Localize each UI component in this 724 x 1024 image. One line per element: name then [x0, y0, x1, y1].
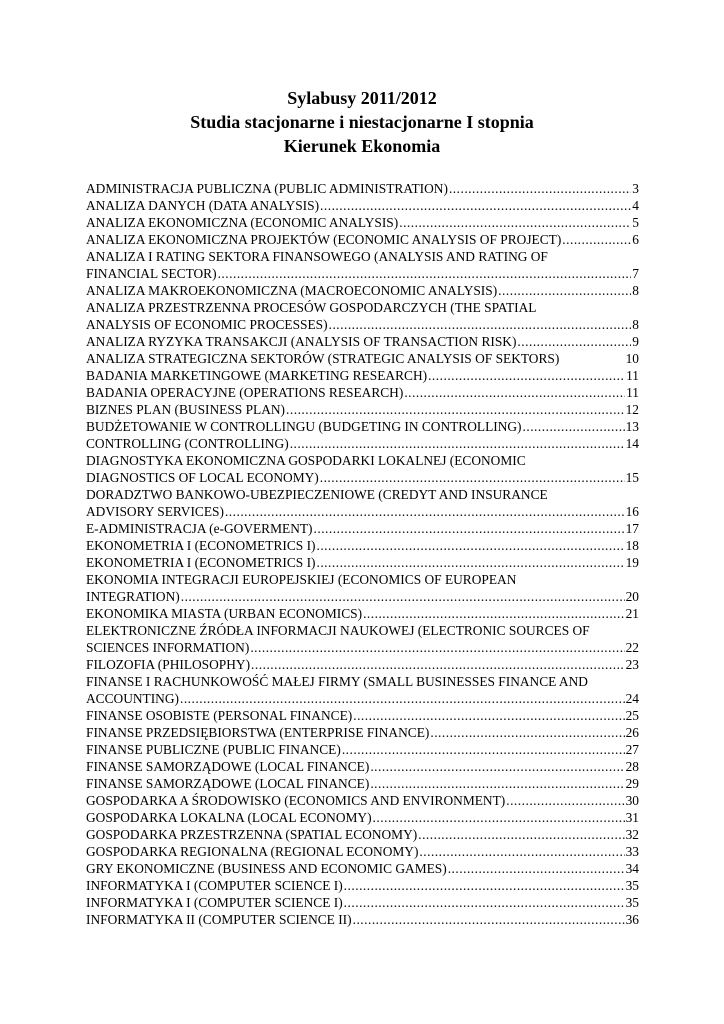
toc-entry-line	[86, 724, 639, 741]
toc-dot-leader	[251, 656, 625, 673]
toc-entry[interactable]	[86, 231, 639, 248]
toc-page-number: 30	[625, 793, 639, 808]
toc-dot-leader	[250, 639, 624, 656]
toc-page-number: 36	[625, 912, 639, 927]
toc-entry-line	[86, 316, 639, 333]
toc-entry-line	[86, 639, 639, 656]
toc-entry-line	[86, 826, 639, 843]
toc-entry-title: BADANIA OPERACYJNE (OPERATIONS RESEARCH)	[86, 385, 404, 400]
toc-entry-line	[86, 758, 639, 775]
toc-entry[interactable]	[86, 180, 639, 197]
toc-entry[interactable]	[86, 248, 639, 282]
toc-entry-title: GOSPODARKA LOKALNA (LOCAL ECONOMY)	[86, 810, 372, 825]
toc-entry-title: EKONOMETRIA I (ECONOMETRICS I)	[86, 555, 316, 570]
toc-entry-title: BIZNES PLAN (BUSINESS PLAN)	[86, 402, 286, 417]
toc-entry-title: ANALIZA DANYCH (DATA ANALYSIS)	[86, 198, 320, 213]
toc-entry-line	[86, 469, 639, 486]
toc-entry-line	[86, 350, 639, 367]
toc-entry[interactable]	[86, 877, 639, 894]
toc-page-number: 11	[626, 368, 639, 383]
toc-dot-leader	[180, 690, 625, 707]
toc-entry-line	[86, 877, 639, 894]
toc-dot-leader	[314, 520, 625, 537]
toc-entry[interactable]	[86, 622, 639, 656]
toc-entry-line	[86, 605, 639, 622]
toc-dot-leader	[344, 894, 625, 911]
toc-entry-title: FINANSE SAMORZĄDOWE (LOCAL FINANCE)	[86, 759, 370, 774]
toc-dot-leader	[329, 316, 632, 333]
toc-page-number: 33	[625, 844, 639, 859]
toc-entry-title: E-ADMINISTRACJA (e-GOVERMENT)	[86, 521, 313, 536]
toc-dot-leader	[353, 707, 624, 724]
toc-entry-title: EKONOMETRIA I (ECONOMETRICS I)	[86, 538, 316, 553]
toc-dot-leader	[523, 418, 625, 435]
toc-dot-leader	[218, 265, 632, 282]
toc-entry-line	[86, 418, 639, 435]
toc-entry-line	[86, 741, 639, 758]
toc-entry-line	[86, 231, 639, 248]
toc-entry-title-first-line: FINANSE I RACHUNKOWOŚĆ MAŁEJ FIRMY (SMALL BUSINESSES FINANCE AND	[86, 674, 588, 689]
toc-page-number: 8	[632, 283, 639, 298]
toc-page-number: 13	[625, 419, 639, 434]
toc-page-number: 15	[625, 470, 639, 485]
toc-entry-title-first-line: ANALIZA PRZESTRZENNA PROCESÓW GOSPODARCZYCH (THE SPATIAL	[86, 300, 537, 315]
toc-dot-leader	[517, 333, 631, 350]
toc-entry-line	[86, 775, 639, 792]
toc-entry-line	[86, 707, 639, 724]
toc-entry-title: SCIENCES INFORMATION)	[86, 640, 250, 655]
toc-entry[interactable]	[86, 401, 639, 418]
toc-page-number: 32	[625, 827, 639, 842]
toc-entry[interactable]	[86, 299, 639, 333]
toc-entry[interactable]	[86, 843, 639, 860]
toc-entry-title: FINANSE PUBLICZNE (PUBLIC FINANCE)	[86, 742, 341, 757]
toc-entry-line	[86, 843, 639, 860]
toc-dot-leader	[448, 860, 625, 877]
toc-entry-title: FINANSE SAMORZĄDOWE (LOCAL FINANCE)	[86, 776, 370, 791]
toc-entry-title: FINANSE OSOBISTE (PERSONAL FINANCE)	[86, 708, 353, 723]
toc-page-number: 25	[625, 708, 639, 723]
toc-entry-line	[86, 520, 639, 537]
toc-page-number: 7	[632, 266, 639, 281]
toc-entry[interactable]	[86, 707, 639, 724]
toc-page-number: 28	[625, 759, 639, 774]
toc-entry-title: CONTROLLING (CONTROLLING)	[86, 436, 289, 451]
toc-entry-line	[86, 384, 639, 401]
toc-entry[interactable]	[86, 197, 639, 214]
toc-dot-leader	[370, 775, 624, 792]
toc-dot-leader	[418, 826, 624, 843]
toc-entry[interactable]	[86, 775, 639, 792]
toc-entry-line	[86, 656, 639, 673]
toc-entry-title: DIAGNOSTICS OF LOCAL ECONOMY)	[86, 470, 319, 485]
toc-entry-line	[86, 265, 639, 282]
toc-entry-title: ANALIZA STRATEGICZNA SEKTORÓW (STRATEGIC ANALYSIS OF SEKTORS)	[86, 351, 560, 366]
toc-entry-title: GOSPODARKA REGIONALNA (REGIONAL ECONOMY)	[86, 844, 419, 859]
toc-entry[interactable]	[86, 809, 639, 826]
toc-page-number: 35	[625, 895, 639, 910]
toc-page-number: 17	[625, 521, 639, 536]
toc-entry-line	[86, 435, 639, 452]
toc-entry-title: FILOZOFIA (PHILOSOPHY)	[86, 657, 251, 672]
toc-dot-leader	[316, 537, 624, 554]
toc-entry-title: ANALYSIS OF ECONOMIC PROCESSES)	[86, 317, 328, 332]
toc-page-number: 35	[625, 878, 639, 893]
toc-dot-leader	[419, 843, 624, 860]
toc-entry-title-first-line: DIAGNOSTYKA EKONOMICZNA GOSPODARKI LOKALNEJ (ECONOMIC	[86, 453, 526, 468]
toc-page-number: 16	[625, 504, 639, 519]
toc-dot-leader	[225, 503, 625, 520]
toc-entry-title-first-line: ANALIZA I RATING SEKTORA FINANSOWEGO (ANALYSIS AND RATING OF	[86, 249, 548, 264]
toc-entry-line	[86, 333, 639, 350]
toc-entry-title: ADMINISTRACJA PUBLICZNA (PUBLIC ADMINISTRATION)	[86, 181, 448, 196]
toc-entry[interactable]	[86, 537, 639, 554]
toc-entry-title: ADVISORY SERVICES)	[86, 504, 224, 519]
toc-entry[interactable]	[86, 435, 639, 452]
toc-page-number: 24	[625, 691, 639, 706]
toc-entry[interactable]	[86, 571, 639, 605]
toc-dot-leader	[506, 792, 624, 809]
toc-entry-line	[86, 792, 639, 809]
toc-entry[interactable]	[86, 418, 639, 435]
toc-entry-line	[86, 690, 639, 707]
toc-dot-leader	[316, 554, 624, 571]
toc-entry-line	[86, 809, 639, 826]
toc-dot-leader	[373, 809, 625, 826]
toc-entry-title: INTEGRATION)	[86, 589, 180, 604]
toc-dot-leader	[449, 180, 631, 197]
toc-entry-line	[86, 214, 639, 231]
toc-page-number: 11	[626, 385, 639, 400]
toc-page-number: 8	[632, 317, 639, 332]
toc-entry-title: GRY EKONOMICZNE (BUSINESS AND ECONOMIC GAMES)	[86, 861, 447, 876]
toc-page-number: 23	[625, 657, 639, 672]
toc-dot-leader	[290, 435, 625, 452]
toc-entry-line	[86, 180, 639, 197]
toc-entry-title: INFORMATYKA II (COMPUTER SCIENCE II)	[86, 912, 352, 927]
toc-entry-line	[86, 537, 639, 554]
toc-entry[interactable]	[86, 741, 639, 758]
toc-entry[interactable]	[86, 282, 639, 299]
toc-dot-leader	[404, 384, 625, 401]
toc-entry[interactable]	[86, 758, 639, 775]
toc-dot-leader	[320, 197, 631, 214]
toc-page-number: 3	[632, 181, 639, 196]
toc-entry-title: BUDŻETOWANIE W CONTROLLINGU (BUDGETING IN CONTROLLING)	[86, 419, 522, 434]
toc-page-number: 27	[625, 742, 639, 757]
toc-entry[interactable]	[86, 350, 639, 367]
toc-dot-leader	[428, 367, 625, 384]
toc-dot-leader	[353, 911, 625, 928]
toc-page-number: 14	[625, 436, 639, 451]
toc-entry[interactable]	[86, 486, 639, 520]
toc-entry-line	[86, 367, 639, 384]
toc-page-number: 21	[625, 606, 639, 621]
toc-entry-title: INFORMATYKA I (COMPUTER SCIENCE I)	[86, 895, 343, 910]
toc-page-number: 31	[625, 810, 639, 825]
toc-entry-title: ANALIZA RYZYKA TRANSAKCJI (ANALYSIS OF TRANSACTION RISK)	[86, 334, 517, 349]
toc-page-number: 9	[632, 334, 639, 349]
toc-entry-line	[86, 503, 639, 520]
toc-entry[interactable]	[86, 724, 639, 741]
toc-dot-leader	[430, 724, 624, 741]
toc-dot-leader	[320, 469, 625, 486]
toc-entry[interactable]	[86, 384, 639, 401]
field-of-study-subtitle: Kierunek Ekonomia	[283, 136, 441, 156]
toc-page-number: 20	[625, 589, 639, 604]
toc-entry[interactable]	[86, 452, 639, 486]
toc-entry-title: FINANCIAL SECTOR)	[86, 266, 217, 281]
toc-entry-title: FINANSE PRZEDSIĘBIORSTWA (ENTERPRISE FINANCE)	[86, 725, 430, 740]
toc-entry-title: ANALIZA EKONOMICZNA (ECONOMIC ANALYSIS)	[86, 215, 399, 230]
toc-entry[interactable]	[86, 214, 639, 231]
toc-entry-title: BADANIA MARKETINGOWE (MARKETING RESEARCH)	[86, 368, 428, 383]
toc-entry-line	[86, 894, 639, 911]
toc-entry-line	[86, 554, 639, 571]
toc-page-number: 4	[632, 198, 639, 213]
toc-dot-leader	[344, 877, 625, 894]
document-header	[0, 86, 724, 158]
toc-entry[interactable]	[86, 860, 639, 877]
toc-entry[interactable]	[86, 792, 639, 809]
toc-entry[interactable]	[86, 826, 639, 843]
toc-entry[interactable]	[86, 894, 639, 911]
toc-entry-line	[86, 282, 639, 299]
document-title: Sylabusy 2011/2012	[287, 88, 437, 108]
toc-dot-leader	[498, 282, 631, 299]
toc-page-number: 6	[632, 232, 639, 247]
toc-entry[interactable]	[86, 911, 639, 928]
toc-entry[interactable]	[86, 554, 639, 571]
toc-entry-title: EKONOMIKA MIASTA (URBAN ECONOMICS)	[86, 606, 363, 621]
toc-entry-title: ANALIZA EKONOMICZNA PROJEKTÓW (ECONOMIC ANALYSIS OF PROJECT)	[86, 232, 562, 247]
toc-entry-title: ACCOUNTING)	[86, 691, 179, 706]
toc-dot-leader	[562, 231, 631, 248]
toc-page-number: 26	[625, 725, 639, 740]
toc-page-number: 19	[625, 555, 639, 570]
toc-entry-line	[86, 197, 639, 214]
toc-entry[interactable]	[86, 605, 639, 622]
toc-page-number: 10	[625, 351, 639, 366]
toc-page-number: 12	[625, 402, 639, 417]
toc-entry[interactable]	[86, 333, 639, 350]
toc-page-number: 29	[625, 776, 639, 791]
toc-dot-leader	[286, 401, 625, 418]
table-of-contents	[86, 180, 639, 928]
toc-entry[interactable]	[86, 673, 639, 707]
toc-page-number: 22	[625, 640, 639, 655]
toc-page-number: 18	[625, 538, 639, 553]
toc-entry-line	[86, 860, 639, 877]
toc-entry-title-first-line: DORADZTWO BANKOWO-UBEZPIECZENIOWE (CREDYT AND INSURANCE	[86, 487, 548, 502]
toc-entry-title-first-line: ELEKTRONICZNE ŹRÓDŁA INFORMACJI NAUKOWEJ (ELECTRONIC SOURCES OF	[86, 623, 590, 638]
study-mode-subtitle: Studia stacjonarne i niestacjonarne I stopnia	[190, 112, 534, 132]
toc-entry-title: GOSPODARKA PRZESTRZENNA (SPATIAL ECONOMY)	[86, 827, 418, 842]
toc-entry-line	[86, 911, 639, 928]
toc-entry-line	[86, 588, 639, 605]
toc-entry-title-first-line: EKONOMIA INTEGRACJI EUROPEJSKIEJ (ECONOMICS OF EUROPEAN	[86, 572, 517, 587]
toc-entry-line	[86, 401, 639, 418]
toc-dot-leader	[363, 605, 625, 622]
toc-entry-title: INFORMATYKA I (COMPUTER SCIENCE I)	[86, 878, 343, 893]
toc-page-number: 34	[625, 861, 639, 876]
toc-entry[interactable]	[86, 656, 639, 673]
toc-dot-leader	[370, 758, 624, 775]
toc-page-number: 5	[632, 215, 639, 230]
toc-entry-title: ANALIZA MAKROEKONOMICZNA (MACROECONOMIC ANALYSIS)	[86, 283, 498, 298]
toc-dot-leader	[399, 214, 631, 231]
toc-dot-leader	[181, 588, 625, 605]
toc-dot-leader	[342, 741, 625, 758]
toc-entry[interactable]	[86, 367, 639, 384]
toc-entry[interactable]	[86, 520, 639, 537]
toc-entry-title: GOSPODARKA A ŚRODOWISKO (ECONOMICS AND ENVIRONMENT)	[86, 793, 506, 808]
